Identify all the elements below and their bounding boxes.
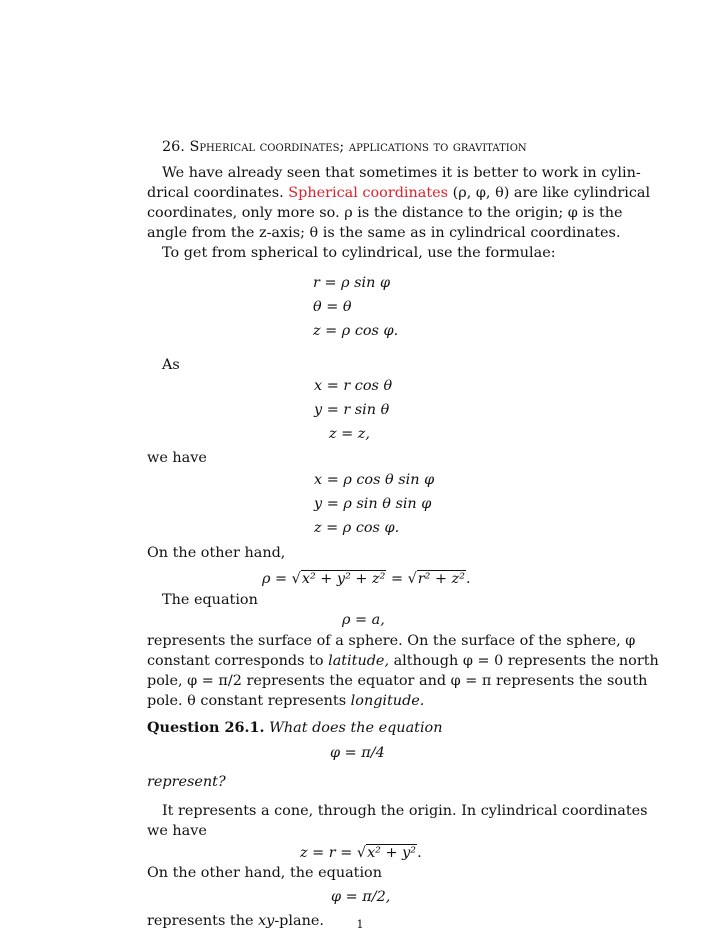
para1-line4: angle from the z-axis; θ is the same as in cylindrical coordinates.: [147, 225, 621, 241]
sqrt-xyz: √x² + y² + z²: [291, 571, 386, 587]
we-have: we have: [147, 450, 207, 466]
section-title: Spherical coordinates; applications to gravitation: [189, 139, 527, 155]
question-text: What does the equation: [269, 720, 443, 736]
eq-x-sph: x = ρ cos θ sin φ: [314, 472, 435, 488]
as-label: As: [162, 357, 180, 373]
para3-line4: pole. θ constant represents longitude.: [147, 693, 425, 709]
section-heading: [162, 140, 527, 154]
eq-r: r = ρ sin φ: [313, 275, 391, 291]
sqrt-rz: √r² + z²: [407, 571, 466, 587]
answer-line1: It represents a cone, through the origin. In cylindrical coordinates: [162, 803, 648, 819]
other-hand: On the other hand,: [147, 545, 286, 561]
para1-line3: coordinates, only more so. ρ is the distance to the origin; φ is the: [147, 205, 623, 221]
eq-y-cyl: y = r sin θ: [314, 402, 390, 418]
spherical-coordinates-link[interactable]: Spherical coordinates: [288, 185, 449, 201]
para1-line2: drical coordinates. Spherical coordinates (ρ, φ, θ) are like cylindrical: [147, 185, 651, 201]
eq-theta: θ = θ: [313, 299, 352, 315]
page-number: 1: [356, 918, 364, 931]
para1-line1: We have already seen that sometimes it is better to work in cylin-: [162, 165, 641, 181]
cone-equation: z = r = √x² + y².: [300, 845, 422, 861]
eq-x-cyl: x = r cos θ: [314, 378, 393, 394]
question-label: Question 26.1.: [147, 719, 265, 736]
sqrt-xy: √x² + y²: [356, 845, 417, 861]
answer-line2: we have: [147, 823, 207, 839]
para3-line1: represents the surface of a sphere. On the surface of the sphere, φ: [147, 633, 636, 649]
question-26-1: [147, 721, 442, 735]
eq-phi-pi4: φ = π/4: [330, 745, 385, 761]
para2: To get from spherical to cylindrical, use the formulae:: [162, 245, 556, 261]
eq-rho-a: ρ = a,: [342, 612, 385, 628]
eq-y-sph: y = ρ sin θ sin φ: [314, 496, 432, 512]
other-hand-2: On the other hand, the equation: [147, 865, 382, 881]
represent: represent?: [147, 774, 226, 790]
the-equation: The equation: [162, 592, 258, 608]
eq-phi-pi2: φ = π/2,: [331, 889, 391, 905]
section-number: 26.: [162, 139, 185, 155]
eq-z-z: z = z,: [329, 426, 370, 442]
xy-plane-line: represents the xy-plane.: [147, 913, 324, 929]
eq-z: z = ρ cos φ.: [313, 323, 399, 339]
para3-line2: constant corresponds to latitude, although φ = 0 represents the north: [147, 653, 659, 669]
eq-z-sph: z = ρ cos φ.: [314, 520, 400, 536]
para3-line3: pole, φ = π/2 represents the equator and φ = π represents the south: [147, 673, 648, 689]
rho-equation: ρ = √x² + y² + z² = √r² + z².: [262, 571, 471, 587]
